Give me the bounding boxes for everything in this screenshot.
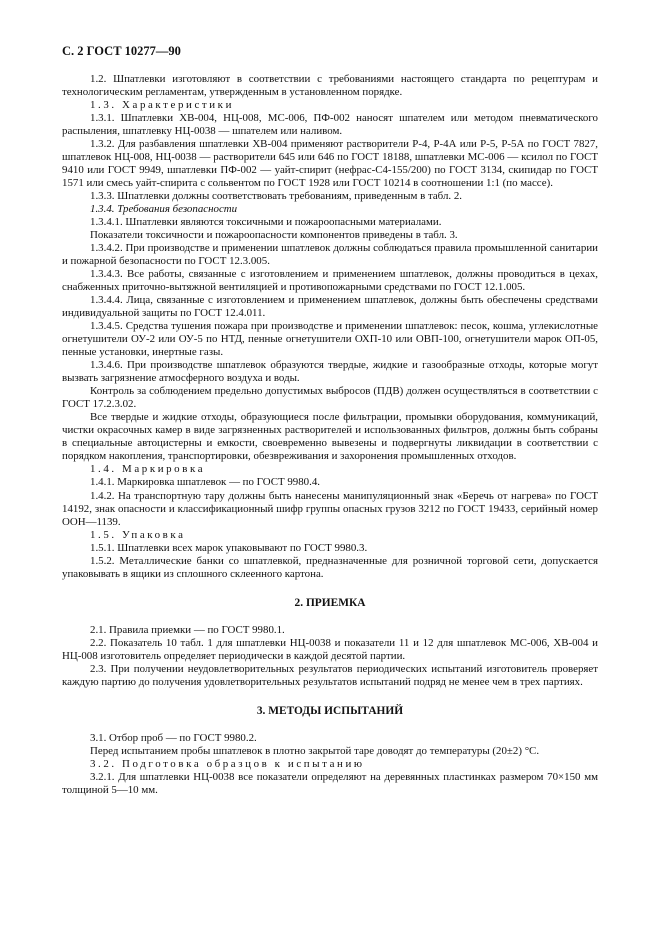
paragraph: Показатели токсичности и пожароопасности компонентов приведены в табл. 3. <box>90 229 458 242</box>
section-title: 3. МЕТОДЫ ИСПЫТАНИЙ <box>256 704 404 717</box>
paragraph: Контроль за соблюдением предельно допустимых выбросов (ПДВ) должен осуществляться в соответствии с ГОСТ 17.2.3.02. <box>62 385 598 411</box>
paragraph: 3.1. Отбор проб — по ГОСТ 9980.2. <box>90 731 257 744</box>
paragraph: 1.5.1. Шпатлевки всех марок упаковывают по ГОСТ 9980.3. <box>90 541 368 554</box>
paragraph: Все твердые и жидкие отходы, образующиеся после фильтрации, промывки оборудования, коммуникаций, чистки окрасочных камер в виде загрязненных растворителей и использованных фильтров, должны быть собраны в специальные автоцистерны и емкости, своевременно вывезены и подвергнуты ликвидации в соответствии с порядком накопления, транспортировки, обезвреживания и захоронения промышленных отходов. <box>62 411 598 463</box>
paragraph: 1.3.4.2. При производстве и применении шпатлевок должны соблюдаться правила промышленной санитарии и пожарной безопасности по ГОСТ 12.3.005. <box>62 242 598 268</box>
section-title: 2. ПРИЕМКА <box>294 596 366 609</box>
paragraph: 2.1. Правила приемки — по ГОСТ 9980.1. <box>90 623 285 636</box>
document-body <box>62 73 598 797</box>
subsection-heading: 1.3.4. Требования безопасности <box>90 203 238 216</box>
paragraph: 1.3.4.1. Шпатлевки являются токсичными и пожароопасными материалами. <box>90 216 442 229</box>
paragraph: 1.4.2. На транспортную тару должны быть нанесены манипуляционный знак «Беречь от нагрева» по ГОСТ 14192, знак опасности и классификационный шифр группы опасных грузов 3212 по ГОСТ 19433, серийный номер ООН—1139. <box>62 489 598 528</box>
paragraph: 2.3. При получении неудовлетворительных результатов периодических испытаний изготовитель проверяет каждую партию до получения удовлетворительных результатов испытаний подряд не менее чем в трех партиях. <box>62 662 598 688</box>
paragraph: 1.3.3. Шпатлевки должны соответствовать требованиям, приведенным в табл. 2. <box>90 190 462 203</box>
paragraph: 1.3.2. Для разбавления шпатлевки ХВ-004 применяют растворители Р-4, Р-4А или Р-5, Р-5А по ГОСТ 7827, шпатлевок НЦ-008, НЦ-0038 — растворители 645 или 646 по ГОСТ 18188, шпатлевки МС-006 — ксилол по ГОСТ 9410 или ГОСТ 9949, шпатлевки ПФ-002 — уайт-спирит (нефрас-С4-155/200) по ГОСТ 3134, скипидар по ГОСТ 1571 или смесь уайт-спирита с сольвентом по ГОСТ 1928 или ГОСТ 10214 в соотношении 1:1 (по массе). <box>62 138 598 190</box>
paragraph: 1.3.4.6. При производстве шпатлевок образуются твердые, жидкие и газообразные отходы, которые могут вызвать загрязнение атмосферного воздуха и воды. <box>62 359 598 385</box>
paragraph: 1.3.4.5. Средства тушения пожара при производстве и применении шпатлевок: песок, кошма, углекислотные огнетушители ОУ-2 или ОУ-5 по НТД, пенные огнетушители ОХП-10 или ОВП-100, огнетушители марок ОП-05, пенные установки, инертные газы. <box>62 320 598 359</box>
paragraph: 2.2. Показатель 10 табл. 1 для шпатлевки НЦ-0038 и показатели 11 и 12 для шпатлевок МС-006, ХВ-004 и НЦ-008 изготовитель определяет периодически в каждой десятой партии. <box>62 636 598 662</box>
paragraph: 1.3.4.4. Лица, связанные с изготовлением и применением шпатлевок, должны быть обеспечены средствами индивидуальной защиты по ГОСТ 12.4.011. <box>62 294 598 320</box>
paragraph: 1.4.1. Маркировка шпатлевок — по ГОСТ 9980.4. <box>90 476 321 489</box>
paragraph: 1.5.2. Металлические банки со шпатлевкой, предназначенные для розничной торговой сети, допускается упаковывать в ящики из сплошного склеенного картона. <box>62 554 598 580</box>
subsection-heading: 3.2. Подготовка образцов к испытанию <box>90 757 365 770</box>
paragraph: 1.3.1. Шпатлевки ХВ-004, НЦ-008, МС-006, ПФ-002 наносят шпателем или методом пневматического распыления, шпатлевку НЦ-0038 — шпателем или наливом. <box>62 112 598 138</box>
subsection-heading: 1.4. Маркировка <box>90 463 206 476</box>
subsection-heading: 1.3. Характеристики <box>90 99 234 112</box>
page-header: С. 2 ГОСТ 10277—90 <box>62 44 181 58</box>
paragraph: Перед испытанием пробы шпатлевок в плотно закрытой таре доводят до температуры (20±2) °С. <box>90 744 540 757</box>
paragraph: 1.3.4.3. Все работы, связанные с изготовлением и применением шпатлевок, должны проводиться в цехах, снабженных приточно-вытяжной вентиляцией и противопожарными средствами по ГОСТ 12.1.005. <box>62 268 598 294</box>
paragraph: 1.2. Шпатлевки изготовляют в соответствии с требованиями настоящего стандарта по рецептурам и технологическим регламентам, утвержденным в установленном порядке. <box>62 73 598 99</box>
subsection-heading: 1.5. Упаковка <box>90 528 186 541</box>
paragraph: 3.2.1. Для шпатлевки НЦ-0038 все показатели определяют на деревянных пластинках размером 70×150 мм толщиной 5—10 мм. <box>62 770 598 796</box>
